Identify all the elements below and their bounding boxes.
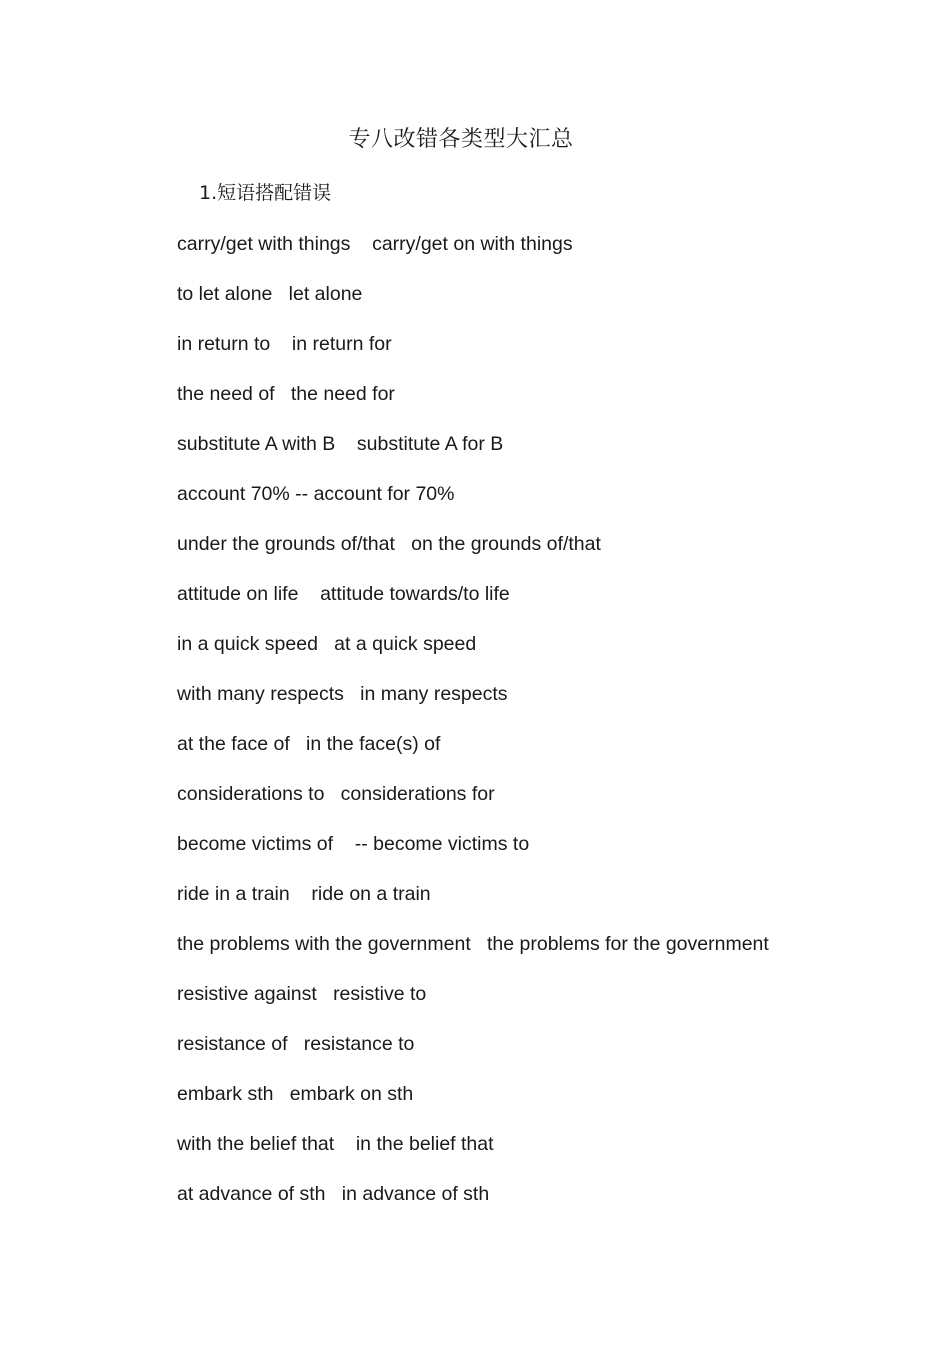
- list-item: the need of the need for: [177, 383, 395, 405]
- document-title: 专八改错各类型大汇总: [348, 127, 574, 152]
- list-item: embark sth embark on sth: [177, 1083, 414, 1105]
- list-item: the problems with the government the problems for the government: [177, 933, 769, 955]
- list-item: ride in a train ride on a train: [177, 883, 431, 905]
- list-item: resistance of resistance to: [177, 1033, 415, 1055]
- list-item: substitute A with B substitute A for B: [177, 433, 504, 455]
- list-item: with the belief that in the belief that: [177, 1133, 494, 1155]
- list-item: become victims of -- become victims to: [177, 833, 530, 855]
- list-item: resistive against resistive to: [177, 983, 427, 1005]
- list-item: in a quick speed at a quick speed: [177, 633, 477, 655]
- list-item: under the grounds of/that on the grounds of/that: [177, 533, 601, 555]
- list-item: with many respects in many respects: [177, 683, 508, 705]
- list-item: at advance of sth in advance of sth: [177, 1183, 490, 1205]
- phrase-correction-list: [177, 229, 769, 1229]
- list-item: considerations to considerations for: [177, 783, 495, 805]
- list-item: at the face of in the face(s) of: [177, 733, 441, 755]
- list-item: to let alone let alone: [177, 283, 363, 305]
- list-item: account 70% -- account for 70%: [177, 483, 455, 505]
- list-item: carry/get with things carry/get on with things: [177, 233, 573, 255]
- list-item: in return to in return for: [177, 333, 392, 355]
- section-heading: 1.短语搭配错误: [199, 182, 332, 204]
- list-item: attitude on life attitude towards/to life: [177, 583, 510, 605]
